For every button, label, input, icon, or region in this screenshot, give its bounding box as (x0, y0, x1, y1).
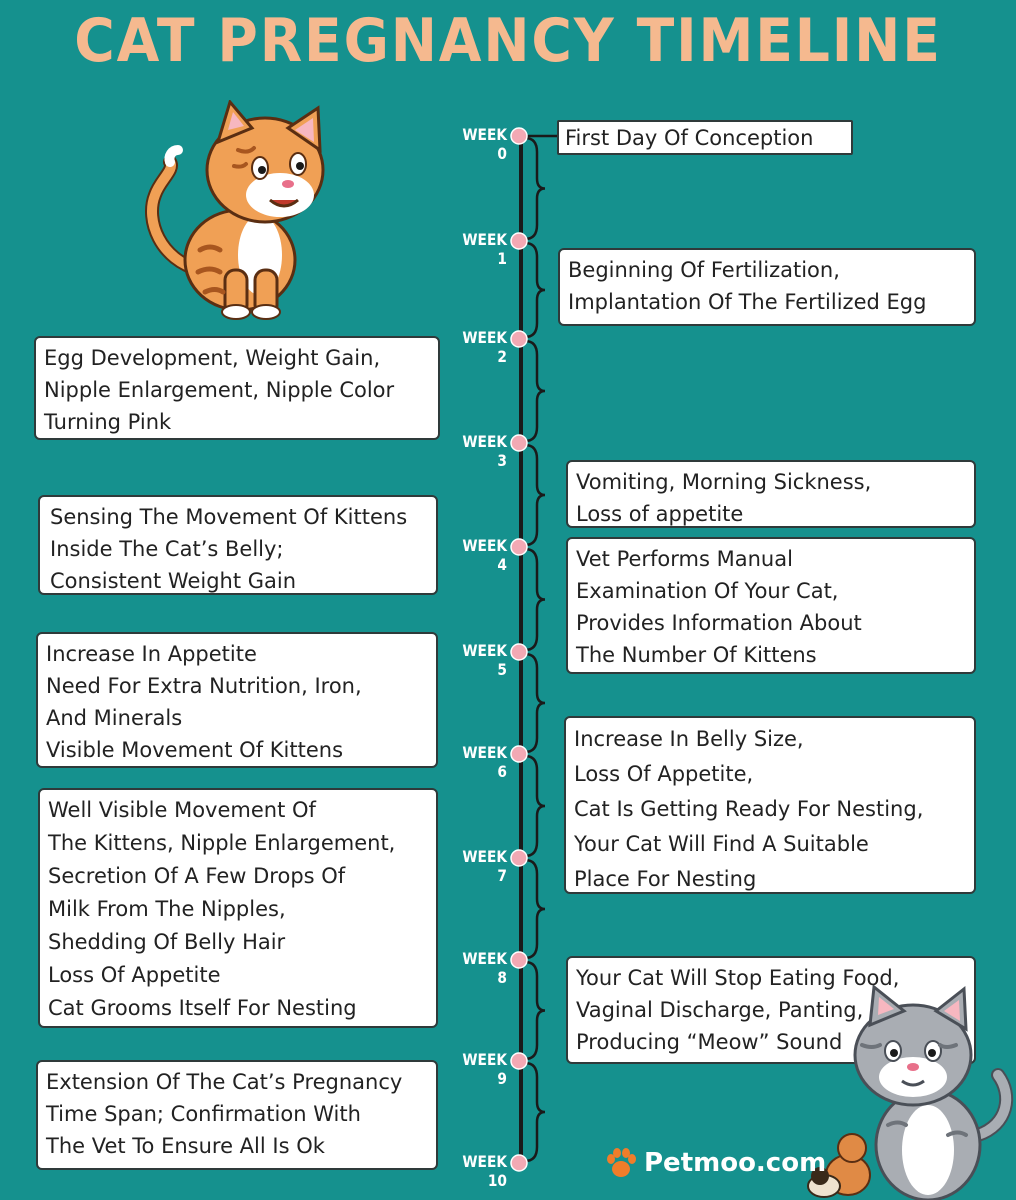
stage-line: Beginning Of Fertilization, (568, 258, 840, 282)
week-node-9 (511, 1053, 527, 1069)
brace-week-5 (525, 654, 545, 752)
stage-box-week-5-6 (36, 632, 438, 768)
stage-line: Loss Of Appetite, (574, 762, 754, 786)
brace-week-0 (525, 138, 545, 239)
week-label-2: WEEK 2 (462, 328, 507, 366)
stage-line: Loss Of Appetite (48, 963, 221, 987)
brace-week-4 (525, 549, 545, 650)
stage-box-week-4-5 (566, 537, 976, 674)
week-label-0: WEEK 0 (462, 125, 507, 163)
stage-line: Vet Performs Manual (576, 547, 793, 571)
brace-week-9 (525, 1063, 545, 1161)
week-node-4 (511, 539, 527, 555)
week-node-6 (511, 746, 527, 762)
paw-icon (604, 1147, 638, 1179)
week-label-8: WEEK 8 (462, 949, 507, 987)
week-label-9: WEEK 9 (462, 1050, 507, 1088)
brace-week-2 (525, 341, 545, 441)
week-label-3: WEEK 3 (462, 432, 507, 470)
stage-line: Your Cat Will Find A Suitable (574, 832, 869, 856)
brace-week-8 (525, 962, 545, 1059)
stage-line: Cat Grooms Itself For Nesting (48, 996, 357, 1020)
stage-line: The Number Of Kittens (576, 643, 817, 667)
stage-line: Consistent Weight Gain (50, 569, 297, 593)
brace-week-1 (525, 243, 545, 337)
stage-line: Need For Extra Nutrition, Iron, (46, 674, 362, 698)
stage-line: First Day Of Conception (565, 126, 814, 150)
brace-week-6 (525, 756, 545, 856)
stage-box-week-9-10 (36, 1060, 438, 1170)
week-node-10 (511, 1155, 527, 1171)
stage-line: Milk From The Nipples, (48, 897, 286, 921)
stage-line: Sensing The Movement Of Kittens (50, 505, 408, 529)
stage-box-week-1-2 (558, 248, 976, 326)
week-label-7: WEEK 7 (462, 847, 507, 885)
stage-line: Vaginal Discharge, Panting, (576, 998, 864, 1022)
week-label-4: WEEK 4 (462, 536, 507, 574)
brace-week-7 (525, 860, 545, 958)
brace-week-3 (525, 445, 545, 545)
stage-line: Time Span; Confirmation With (46, 1102, 361, 1126)
stage-line: And Minerals (46, 706, 183, 730)
stage-line: Inside The Cat’s Belly; (50, 537, 284, 561)
stage-line: Increase In Appetite (46, 642, 257, 666)
stage-line: Provides Information About (576, 611, 862, 635)
week-node-0 (511, 128, 527, 144)
stage-line: Secretion Of A Few Drops Of (48, 864, 346, 888)
week-node-7 (511, 850, 527, 866)
stage-line: The Kittens, Nipple Enlargement, (48, 831, 396, 855)
stage-line: Cat Is Getting Ready For Nesting, (574, 797, 924, 821)
week-node-8 (511, 952, 527, 968)
stage-line: Turning Pink (44, 410, 172, 434)
brand-logo (604, 1143, 826, 1183)
week-node-5 (511, 644, 527, 660)
stage-line: Egg Development, Weight Gain, (44, 346, 381, 370)
stage-line: Loss of appetite (576, 502, 744, 526)
stage-line: Extension Of The Cat’s Pregnancy (46, 1070, 403, 1094)
stage-line: Producing “Meow” Sound (576, 1030, 843, 1054)
stage-line: Shedding Of Belly Hair (48, 930, 286, 954)
week-node-1 (511, 233, 527, 249)
stage-box-week-7-8 (38, 788, 438, 1028)
stage-box-week-3-4 (566, 460, 976, 528)
stage-line: Nipple Enlargement, Nipple Color (44, 378, 395, 402)
stage-box-week-0 (557, 120, 853, 155)
week-node-3 (511, 435, 527, 451)
week-label-10: WEEK 10 (462, 1152, 507, 1190)
brand-name: Petmoo.com (644, 1148, 827, 1178)
stage-line: Your Cat Will Stop Eating Food, (576, 966, 900, 990)
stage-line: Visible Movement Of Kittens (46, 738, 344, 762)
week-label-1: WEEK 1 (462, 230, 507, 268)
stage-line: The Vet To Ensure All Is Ok (46, 1134, 325, 1158)
stage-line: Vomiting, Morning Sickness, (576, 470, 872, 494)
page-title: CAT PREGNANCY TIMELINE (74, 6, 942, 76)
stage-line: Place For Nesting (574, 867, 757, 891)
orange-cat-illustration (130, 100, 350, 322)
stage-box-week-6-7 (564, 716, 976, 894)
stage-line: Well Visible Movement Of (48, 798, 316, 822)
week-label-5: WEEK 5 (462, 641, 507, 679)
week-node-2 (511, 331, 527, 347)
week-label-6: WEEK 6 (462, 743, 507, 781)
stage-box-week-2-3 (34, 336, 440, 440)
stage-line: Increase In Belly Size, (574, 727, 804, 751)
stage-box-week-4 (38, 495, 438, 595)
stage-line: Examination Of Your Cat, (576, 579, 839, 603)
stage-line: Implantation Of The Fertilized Egg (568, 290, 927, 314)
